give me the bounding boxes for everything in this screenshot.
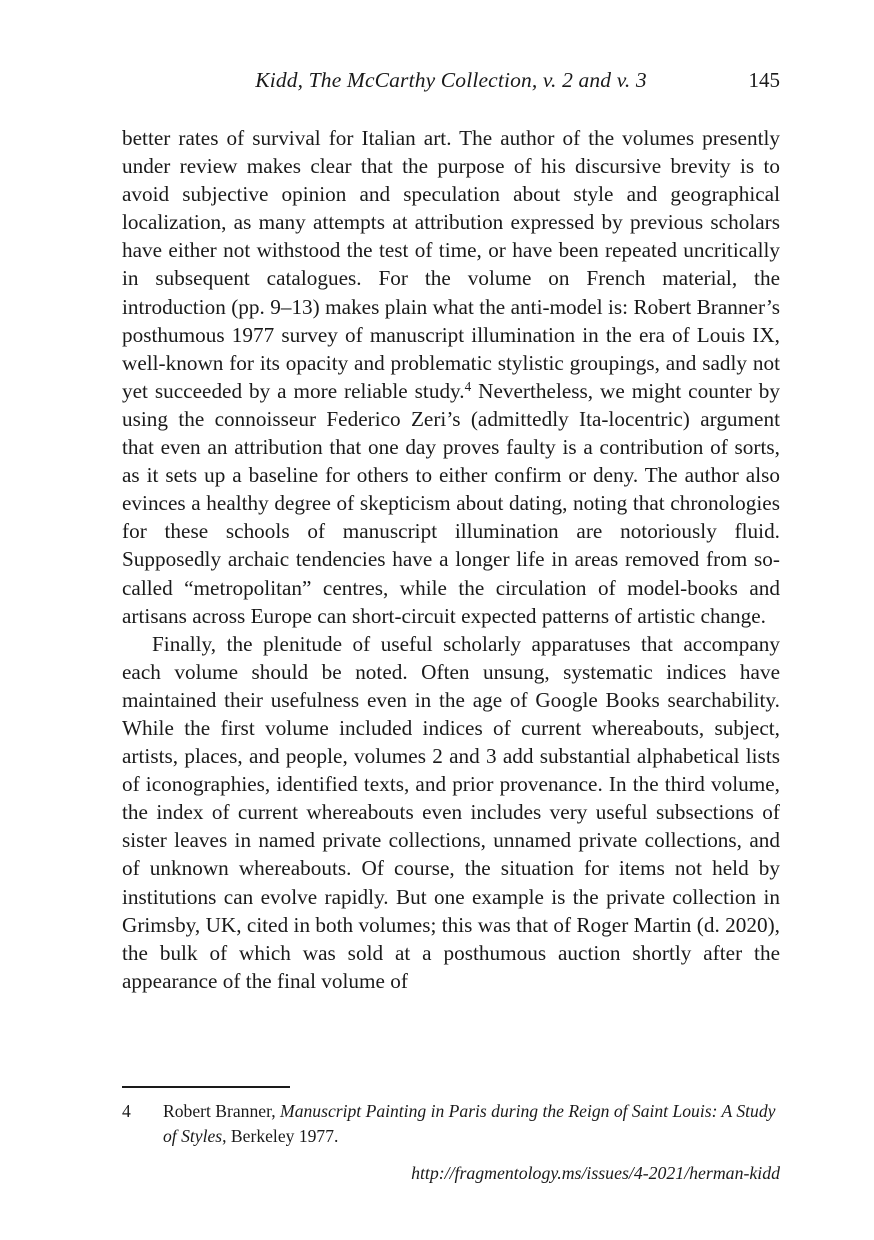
paragraph-text: Finally, the plenitude of useful scholarly apparatuses that accompany each volume should be noted. Often unsung, systematic indices have maintained their usefulness even in the age of Google Books searchability. While the first volume included indices of current whereabouts, subject, artists, places, and people, volumes 2 and 3 add substantial alphabetical lists of iconographies, identified texts, and prior provenance. In the third volume, the index of current whereabouts even includes very useful subsections of sister leaves in named private collections, unnamed private collections, and of unknown whereabouts. Of course, the situation for items not held by institutions can evolve rapidly. But one example is the private collection in Grimsby, UK, cited in both volumes; this was that of Roger Martin (d. 2020), the bulk of which was sold at a posthumous auction shortly after the appearance of the final volume of	[122, 631, 780, 993]
page-footer	[122, 1163, 780, 1184]
footnote-reference-4[interactable]: 4	[464, 379, 472, 395]
paragraph-finally	[122, 630, 780, 995]
page-number: 145	[748, 68, 780, 92]
footnote-area	[122, 1086, 780, 1149]
paragraph-text-after-note: Nevertheless, we might counter by using the connoisseur Federico Zeri’s (admittedly Ita-locentric) argument that even an attribution that one day proves faulty is a contribution of sorts, as it sets up a baseline for others to either confirm or deny. The author also evinces a healthy degree of skepticism about dating, noting that chronologies for these schools of manuscript illumination are notoriously fluid. Supposedly archaic tendencies have a longer life in areas removed from so-called “metropolitan” centres, while the circulation of model-books and artisans across Europe can short-circuit expected patterns of artistic change.	[122, 378, 781, 628]
running-head-title: Kidd, The McCarthy Collection, v. 2 and v. 3	[255, 68, 647, 92]
paragraph-continued	[122, 124, 780, 630]
footnote-number: 4	[122, 1101, 131, 1122]
footnote-imprint: , Berkeley 1977.	[222, 1126, 339, 1147]
footnote-title: Manuscript Painting in Paris during the Reign of Saint Louis: A Study of Styles	[163, 1101, 776, 1147]
article-url[interactable]: http://fragmentology.ms/issues/4-2021/herman-kidd	[411, 1163, 780, 1183]
footnote-author: Robert Branner,	[163, 1101, 281, 1122]
paragraph-text-before-note: better rates of survival for Italian art. The author of the volumes presently under review makes clear that the purpose of his discursive brevity is to avoid subjective opinion and speculation about style and geographical localization, as many attempts at attribution expressed by previous scholars have either not withstood the test of time, or have been repeated uncritically in subsequent catalogues. For the volume on French material, the introduction (pp. 9–13) makes plain what the anti-model is: Robert Branner’s posthumous 1977 survey of manuscript illumination in the era of Louis IX, well-known for its opacity and problematic stylistic groupings, and sadly not yet succeeded by a more reliable study.	[122, 126, 780, 403]
body-textblock	[122, 124, 780, 995]
footnote-entry	[122, 1099, 780, 1149]
footnote-separator-rule	[122, 1086, 290, 1088]
running-head	[122, 68, 780, 98]
